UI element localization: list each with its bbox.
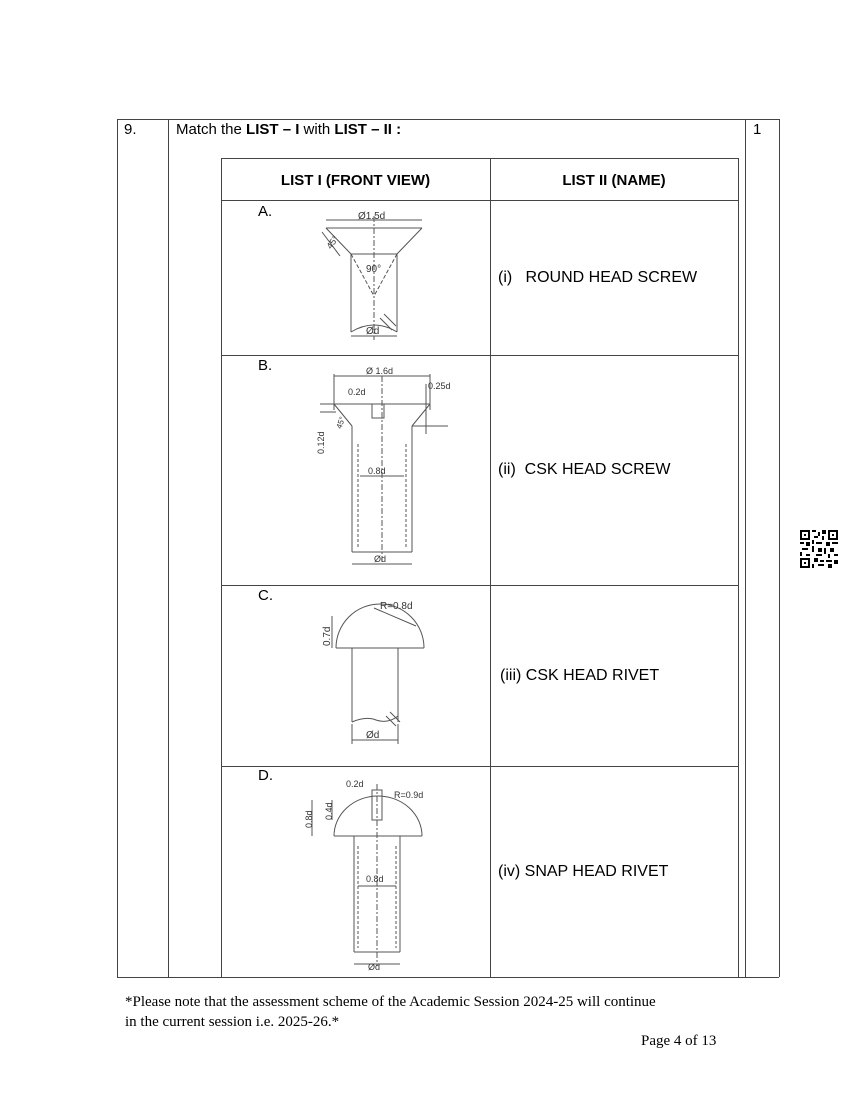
assessment-note-line-1: *Please note that the assessment scheme of the Academic Session 2024-25 will continue bbox=[125, 994, 656, 1010]
outer-top-border bbox=[117, 119, 779, 120]
outer-bottom-border bbox=[117, 977, 779, 978]
dim-d-2: R=0.9d bbox=[394, 790, 424, 800]
dim-a-2: Ød bbox=[366, 326, 380, 337]
dim-c-3: Ød bbox=[366, 730, 380, 741]
dim-a-4: 45° bbox=[324, 233, 341, 251]
row-label-d: D. bbox=[258, 767, 273, 784]
drawing-b-screw bbox=[312, 364, 452, 574]
marks-column-divider bbox=[745, 119, 746, 977]
dim-d-3: 0.4d bbox=[324, 802, 334, 820]
outer-left-border bbox=[117, 119, 118, 977]
assessment-note-line-2: in the current session i.e. 2025-26.* bbox=[125, 1014, 340, 1030]
dim-a-1: Ø1.5d bbox=[358, 211, 386, 222]
header-list-two: LIST II (NAME) bbox=[562, 172, 666, 189]
dim-b-3: 0.25d bbox=[428, 381, 451, 391]
question-prompt: Match the LIST – I with LIST – II : bbox=[176, 121, 402, 138]
outer-right-border bbox=[779, 119, 780, 977]
drawing-d-round-screw bbox=[302, 776, 438, 972]
dim-a-3: 90° bbox=[366, 264, 382, 275]
drawing-c-rivet bbox=[316, 596, 428, 748]
dim-b-5: 0.8d bbox=[368, 466, 386, 476]
name-option-ii: (ii) CSK HEAD SCREW bbox=[498, 461, 671, 478]
row-label-c: C. bbox=[258, 587, 273, 604]
page-number: Page 4 of 13 bbox=[641, 1033, 717, 1049]
question-number: 9. bbox=[124, 121, 137, 138]
header-list-one: LIST I (FRONT VIEW) bbox=[280, 172, 431, 189]
dim-d-4: 0.8d bbox=[304, 810, 314, 828]
number-column-divider bbox=[168, 119, 169, 977]
qr-code-icon bbox=[800, 530, 838, 568]
question-marks: 1 bbox=[753, 121, 762, 138]
dim-c-2: 0.7d bbox=[322, 626, 333, 646]
dim-b-7: 45° bbox=[334, 415, 348, 430]
dim-b-6: Ød bbox=[374, 554, 387, 564]
dim-c-1: R=0.8d bbox=[380, 601, 413, 612]
name-option-iii: (iii) CSK HEAD RIVET bbox=[500, 667, 660, 684]
dim-d-6: Ød bbox=[368, 962, 381, 972]
dim-b-4: 0.12d bbox=[316, 431, 326, 454]
name-option-iv: (iv) SNAP HEAD RIVET bbox=[498, 863, 669, 880]
dim-b-1: Ø 1.6d bbox=[366, 366, 394, 376]
dim-d-1: 0.2d bbox=[346, 779, 364, 789]
dim-d-5: 0.8d bbox=[366, 874, 384, 884]
drawing-a-csk-head bbox=[318, 208, 430, 344]
row-label-b: B. bbox=[258, 357, 273, 374]
name-option-i: (i) ROUND HEAD SCREW bbox=[498, 269, 698, 286]
row-label-a: A. bbox=[258, 203, 273, 220]
dim-b-2: 0.2d bbox=[348, 387, 366, 397]
